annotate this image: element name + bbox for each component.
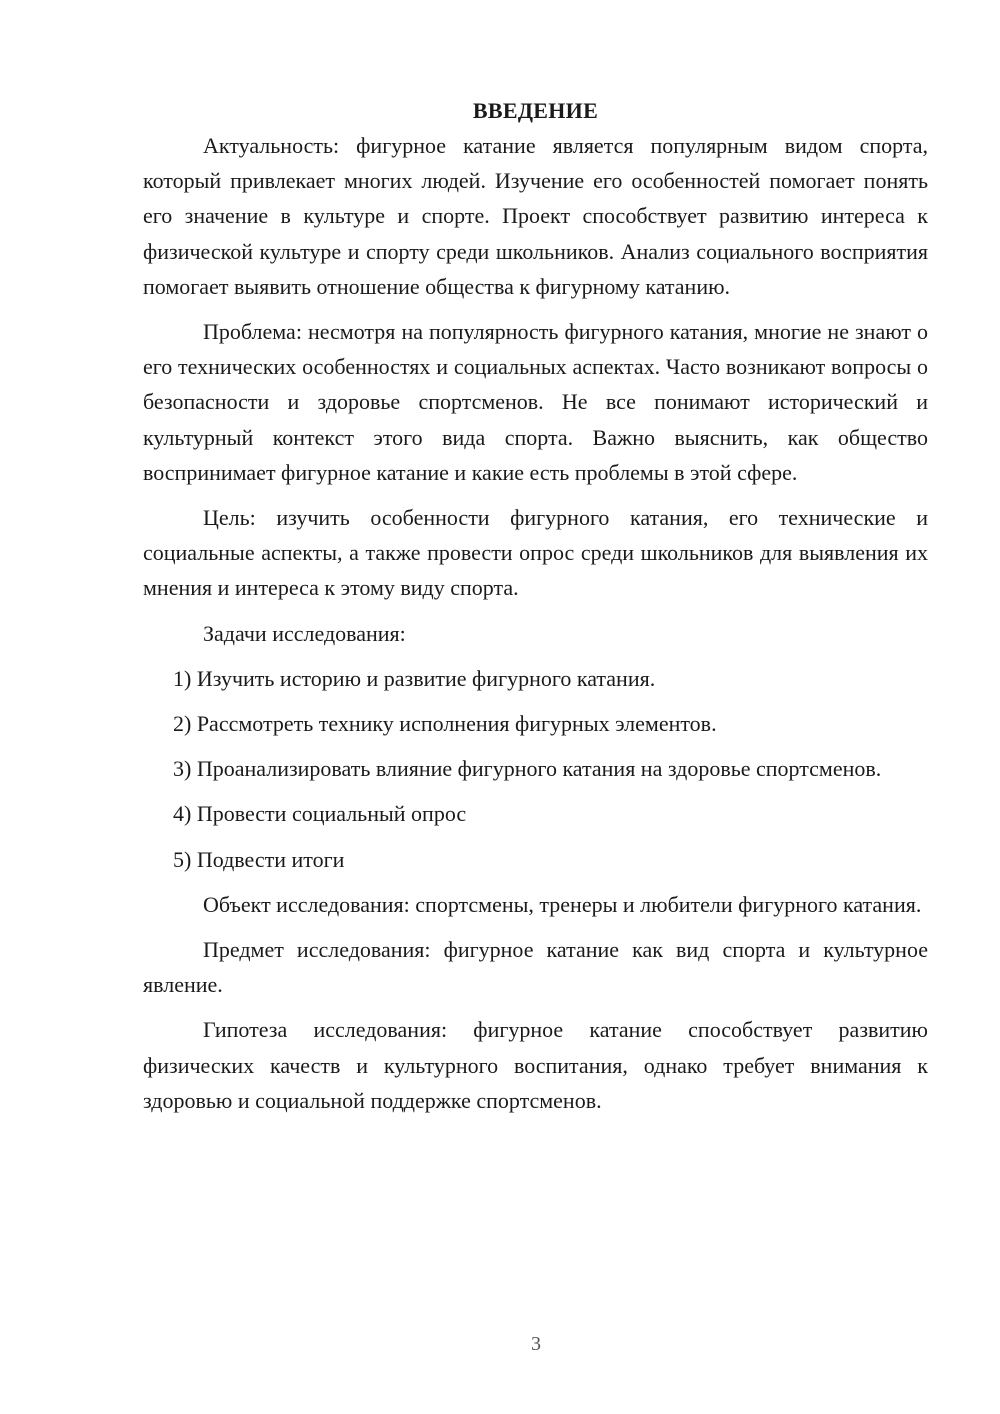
page-number: 3 — [531, 1333, 541, 1355]
object-paragraph: Объект исследования: спортсмены, тренеры и любители фигурного катания. — [203, 891, 922, 917]
section-title: ВВЕДЕНИЕ — [472, 98, 599, 123]
task-item: 1) Изучить историю и развитие фигурного катания. — [173, 665, 656, 691]
hypothesis-paragraph: Гипотеза исследования: фигурное катание способствует развитию физических качеств и культурного воспитания, однако требует внимания к здоровью и социальной поддержке спортсменов. — [143, 1017, 928, 1113]
task-item: 2) Рассмотреть технику исполнения фигурных элементов. — [173, 711, 717, 737]
relevance-paragraph: Актуальность: фигурное катание является популярным видом спорта, который привлекает многих людей. Изучение его особенностей помогает понять его значение в культуре и спорте. Проект способствует развитию интереса к физической культуре и спорту среди школьников. Анализ социального восприятия помогает выявить отношение общества к фигурному катанию. — [143, 133, 928, 299]
task-item: 5) Подвести итоги — [173, 846, 345, 872]
task-item: 3) Проанализировать влияние фигурного катания на здоровье спортсменов. — [173, 756, 882, 782]
problem-paragraph: Проблема: несмотря на популярность фигурного катания, многие не знают о его технических особенностях и социальных аспектах. Часто возникают вопросы о безопасности и здоровье спортсменов. Не все понимают исторический и культурный контекст этого вида спорта. Важно выяснить, как общество воспринимает фигурное катание и какие есть проблемы в этой сфере. — [143, 319, 928, 485]
document-page — [143, 93, 928, 1118]
task-item: 4) Провести социальный опрос — [173, 801, 467, 827]
tasks-heading: Задачи исследования: — [203, 620, 406, 646]
subject-paragraph: Предмет исследования: фигурное катание как вид спорта и культурное явление. — [143, 937, 928, 998]
goal-paragraph: Цель: изучить особенности фигурного катания, его технические и социальные аспекты, а также провести опрос среди школьников для выявления их мнения и интереса к этому виду спорта. — [143, 505, 928, 601]
